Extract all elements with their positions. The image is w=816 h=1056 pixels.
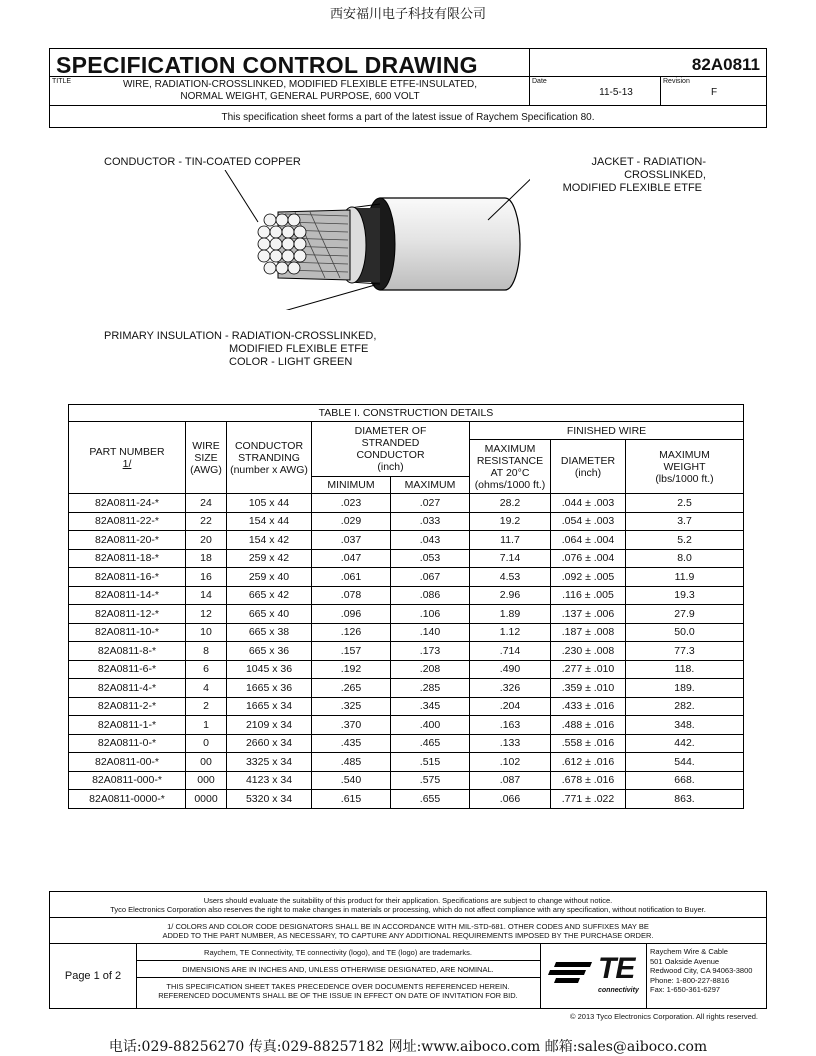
table-cell: .326 — [470, 679, 551, 698]
table-cell: .137 ± .006 — [551, 605, 626, 624]
table-cell: 18 — [186, 549, 227, 568]
col-finished-diameter: DIAMETER (inch) — [551, 440, 626, 494]
table-cell: 00 — [186, 753, 227, 772]
table-cell: .027 — [391, 494, 470, 513]
table-row — [69, 790, 744, 809]
document-title: WIRE, RADIATION-CROSSLINKED, MODIFIED FLEXIBLE ETFE-INSULATED, NORMAL WEIGHT, GENERAL PURPOSE, 600 VOLT — [122, 79, 478, 102]
table-row — [69, 753, 744, 772]
table-row — [69, 512, 744, 531]
table-row — [69, 679, 744, 698]
table-cell: 16 — [186, 568, 227, 587]
table-cell: 22 — [186, 512, 227, 531]
table-cell: 82A0811-14-* — [69, 586, 186, 605]
table-row — [69, 734, 744, 753]
col-maximum: MAXIMUM — [391, 477, 470, 494]
table-cell: .163 — [470, 716, 551, 735]
table-cell: 82A0811-4-* — [69, 679, 186, 698]
table-cell: .490 — [470, 660, 551, 679]
table-row — [69, 642, 744, 661]
table-cell: .087 — [470, 771, 551, 790]
table-cell: .515 — [391, 753, 470, 772]
table-cell: 4.53 — [470, 568, 551, 587]
table-cell: 27.9 — [626, 605, 744, 624]
footer-block — [49, 891, 767, 1009]
table-cell: .037 — [312, 531, 391, 550]
table-cell: .061 — [312, 568, 391, 587]
table-cell: 259 x 42 — [227, 549, 312, 568]
document-heading: SPECIFICATION CONTROL DRAWING — [56, 52, 478, 78]
table-cell: .370 — [312, 716, 391, 735]
table-cell: 665 x 40 — [227, 605, 312, 624]
table-cell: 1665 x 36 — [227, 679, 312, 698]
table-cell: .433 ± .016 — [551, 697, 626, 716]
table-cell: 82A0811-000-* — [69, 771, 186, 790]
table-row — [69, 531, 744, 550]
table-cell: 82A0811-16-* — [69, 568, 186, 587]
table-row — [69, 494, 744, 513]
table-cell: 2660 x 34 — [227, 734, 312, 753]
table-cell: .043 — [391, 531, 470, 550]
table-cell: 24 — [186, 494, 227, 513]
table-cell: 50.0 — [626, 623, 744, 642]
table-cell: .345 — [391, 697, 470, 716]
table-cell: 8 — [186, 642, 227, 661]
table-cell: .771 ± .022 — [551, 790, 626, 809]
table-cell: .033 — [391, 512, 470, 531]
table-cell: .540 — [312, 771, 391, 790]
table-cell: 8.0 — [626, 549, 744, 568]
table-cell: 5.2 — [626, 531, 744, 550]
table-row — [69, 716, 744, 735]
table-cell: 0000 — [186, 790, 227, 809]
table-cell: 189. — [626, 679, 744, 698]
col-wire-size: WIRE SIZE (AWG) — [186, 422, 227, 494]
table-cell: .044 ± .003 — [551, 494, 626, 513]
table-cell: 1045 x 36 — [227, 660, 312, 679]
table-row — [69, 660, 744, 679]
table-cell: 0 — [186, 734, 227, 753]
table-cell: .116 ± .005 — [551, 586, 626, 605]
table-cell: .029 — [312, 512, 391, 531]
table-cell: .192 — [312, 660, 391, 679]
table-cell: .023 — [312, 494, 391, 513]
table-cell: .359 ± .010 — [551, 679, 626, 698]
conductor-label: CONDUCTOR - TIN-COATED COPPER — [104, 156, 301, 168]
table-cell: 82A0811-2-* — [69, 697, 186, 716]
table-cell: 154 x 42 — [227, 531, 312, 550]
date-value: 11-5-13 — [599, 87, 633, 98]
table-caption: TABLE I. CONSTRUCTION DETAILS — [69, 405, 744, 422]
precedence-note: THIS SPECIFICATION SHEET TAKES PRECEDENCE OVER DOCUMENTS REFERENCED HEREIN. REFERENCED DOCUMENTS SHALL BE OF THE ISSUE IN EFFECT ON DATE OF INVITATION FOR BID. — [158, 982, 518, 1000]
table-cell: .064 ± .004 — [551, 531, 626, 550]
table-cell: .173 — [391, 642, 470, 661]
table-cell: 19.3 — [626, 586, 744, 605]
col-diameter-group: DIAMETER OF STRANDED CONDUCTOR (inch) — [312, 422, 470, 477]
table-cell: 82A0811-6-* — [69, 660, 186, 679]
table-cell: 28.2 — [470, 494, 551, 513]
dimensions-note: DIMENSIONS ARE IN INCHES AND, UNLESS OTHERWISE DESIGNATED, ARE NOMINAL. — [182, 965, 494, 974]
table-cell: 154 x 44 — [227, 512, 312, 531]
table-cell: .133 — [470, 734, 551, 753]
table-cell: 10 — [186, 623, 227, 642]
table-cell: 82A0811-8-* — [69, 642, 186, 661]
title-block — [49, 48, 767, 128]
table-cell: .615 — [312, 790, 391, 809]
document-number: 82A0811 — [691, 55, 760, 74]
table-cell: 82A0811-0-* — [69, 734, 186, 753]
table-cell: 544. — [626, 753, 744, 772]
table-cell: 863. — [626, 790, 744, 809]
table-cell: .277 ± .010 — [551, 660, 626, 679]
revision-label: Revision — [663, 78, 690, 85]
table-cell: .204 — [470, 697, 551, 716]
table-row — [69, 605, 744, 624]
table-cell: 2109 x 34 — [227, 716, 312, 735]
table-cell: 7.14 — [470, 549, 551, 568]
table-cell: .047 — [312, 549, 391, 568]
table-cell: .187 ± .008 — [551, 623, 626, 642]
table-row — [69, 568, 744, 587]
table-cell: .054 ± .003 — [551, 512, 626, 531]
table-cell: 105 x 44 — [227, 494, 312, 513]
table-cell: .714 — [470, 642, 551, 661]
table-cell: 5320 x 34 — [227, 790, 312, 809]
table-cell: .400 — [391, 716, 470, 735]
table-cell: 3.7 — [626, 512, 744, 531]
table-row — [69, 697, 744, 716]
table-cell: 82A0811-18-* — [69, 549, 186, 568]
table-cell: 4 — [186, 679, 227, 698]
col-weight: MAXIMUM WEIGHT (lbs/1000 ft.) — [626, 440, 744, 494]
table-cell: .067 — [391, 568, 470, 587]
table-cell: .096 — [312, 605, 391, 624]
date-label: Date — [532, 78, 547, 85]
table-cell: .435 — [312, 734, 391, 753]
insulation-label: PRIMARY INSULATION - RADIATION-CROSSLINKED, MODIFIED FLEXIBLE ETFE COLOR - LIGHT GREEN — [104, 330, 377, 368]
contact-footer: 电话:029-88256270 传真:029-88257182 网址:www.aiboco.com 邮箱:sales@aiboco.com — [108, 1039, 708, 1055]
table-cell: 1.12 — [470, 623, 551, 642]
table-cell: .485 — [312, 753, 391, 772]
table-cell: 1 — [186, 716, 227, 735]
table-cell: .106 — [391, 605, 470, 624]
table-cell: 19.2 — [470, 512, 551, 531]
table-cell: .102 — [470, 753, 551, 772]
col-stranding: CONDUCTOR STRANDING (number x AWG) — [227, 422, 312, 494]
table-cell: .140 — [391, 623, 470, 642]
table-cell: 11.7 — [470, 531, 551, 550]
revision-value: F — [710, 87, 718, 98]
table-cell: .488 ± .016 — [551, 716, 626, 735]
table-cell: 118. — [626, 660, 744, 679]
table-cell: .078 — [312, 586, 391, 605]
te-stripes-icon — [546, 958, 594, 988]
table-cell: .465 — [391, 734, 470, 753]
table-row — [69, 586, 744, 605]
table-cell: 6 — [186, 660, 227, 679]
table-cell: .325 — [312, 697, 391, 716]
table-cell: .612 ± .016 — [551, 753, 626, 772]
table-cell: 3325 x 34 — [227, 753, 312, 772]
table-cell: 2.5 — [626, 494, 744, 513]
table-cell: 4123 x 34 — [227, 771, 312, 790]
table-cell: .575 — [391, 771, 470, 790]
company-address: Raychem Wire & Cable 501 Oakside Avenue Redwood City, CA 94063-3800 Phone: 1-800-227-8816 Fax: 1-650-361-6297 — [650, 947, 753, 994]
table-cell: 20 — [186, 531, 227, 550]
table-cell: 82A0811-0000-* — [69, 790, 186, 809]
table-cell: 665 x 38 — [227, 623, 312, 642]
table-cell: 82A0811-20-* — [69, 531, 186, 550]
table-row — [69, 771, 744, 790]
disclaimer: Users should evaluate the suitability of this product for their application. Specifications are subject to change without notice. Tyco Electronics Corporation also reserves the right to make changes in materials or processing, which do not affect compliance with any specification, without notification to Buyer. — [110, 896, 706, 914]
table-cell: .285 — [391, 679, 470, 698]
table-cell: 14 — [186, 586, 227, 605]
table-cell: 82A0811-10-* — [69, 623, 186, 642]
table-cell: 000 — [186, 771, 227, 790]
table-cell: 259 x 40 — [227, 568, 312, 587]
table-cell: 82A0811-22-* — [69, 512, 186, 531]
table-cell: 2 — [186, 697, 227, 716]
col-part-number: PART NUMBER 1/ — [69, 422, 186, 494]
table-cell: 665 x 36 — [227, 642, 312, 661]
table-cell: 665 x 42 — [227, 586, 312, 605]
table-cell: .558 ± .016 — [551, 734, 626, 753]
cable-illustration — [200, 170, 530, 310]
table-cell: .157 — [312, 642, 391, 661]
table-cell: 77.3 — [626, 642, 744, 661]
table-cell: 82A0811-00-* — [69, 753, 186, 772]
copyright: © 2013 Tyco Electronics Corporation. All rights reserved. — [570, 1012, 758, 1021]
te-logo: TE connectivity — [546, 952, 642, 1002]
table-cell: .126 — [312, 623, 391, 642]
table-cell: .086 — [391, 586, 470, 605]
table-cell: .265 — [312, 679, 391, 698]
construction-table — [68, 404, 744, 809]
table-cell: 1.89 — [470, 605, 551, 624]
page-number: Page 1 of 2 — [64, 970, 122, 982]
table-cell: .230 ± .008 — [551, 642, 626, 661]
table-row — [69, 623, 744, 642]
title-label: TITLE — [52, 78, 72, 85]
table-cell: 282. — [626, 697, 744, 716]
table-cell: 2.96 — [470, 586, 551, 605]
table-cell: 82A0811-24-* — [69, 494, 186, 513]
table-cell: 348. — [626, 716, 744, 735]
table-cell: 12 — [186, 605, 227, 624]
spec-note: This specification sheet forms a part of the latest issue of Raychem Specification 80. — [221, 112, 595, 123]
table-cell: 1665 x 34 — [227, 697, 312, 716]
col-resistance: MAXIMUM RESISTANCE AT 20°C (ohms/1000 ft.) — [470, 440, 551, 494]
table-cell: 11.9 — [626, 568, 744, 587]
trademark-note: Raychem, TE Connectivity, TE connectivity (logo), and TE (logo) are trademarks. — [204, 948, 472, 957]
table-cell: 82A0811-12-* — [69, 605, 186, 624]
table-cell: .092 ± .005 — [551, 568, 626, 587]
col-finished-wire: FINISHED WIRE — [470, 422, 744, 440]
table-cell: 668. — [626, 771, 744, 790]
table-cell: .076 ± .004 — [551, 549, 626, 568]
company-header: 西安福川电子科技有限公司 — [329, 7, 486, 22]
table-cell: 82A0811-1-* — [69, 716, 186, 735]
table-cell: .655 — [391, 790, 470, 809]
jacket-label: JACKET - RADIATION-CROSSLINKED, MODIFIED FLEXIBLE ETFE — [562, 156, 706, 194]
table-cell: .066 — [470, 790, 551, 809]
table-row — [69, 549, 744, 568]
table-cell: .678 ± .016 — [551, 771, 626, 790]
col-minimum: MINIMUM — [312, 477, 391, 494]
table-cell: .208 — [391, 660, 470, 679]
table-cell: .053 — [391, 549, 470, 568]
color-code-note: 1/ COLORS AND COLOR CODE DESIGNATORS SHALL BE IN ACCORDANCE WITH MIL-STD-681. OTHER CODES AND SUFFIXES MAY BE ADDED TO THE PART NUMBER, AS NECESSARY, TO CAPTURE ANY ADDITIONAL REQUIREMENTS IMPOSED BY THE PURCHASE ORDER. — [162, 922, 654, 940]
table-cell: 442. — [626, 734, 744, 753]
